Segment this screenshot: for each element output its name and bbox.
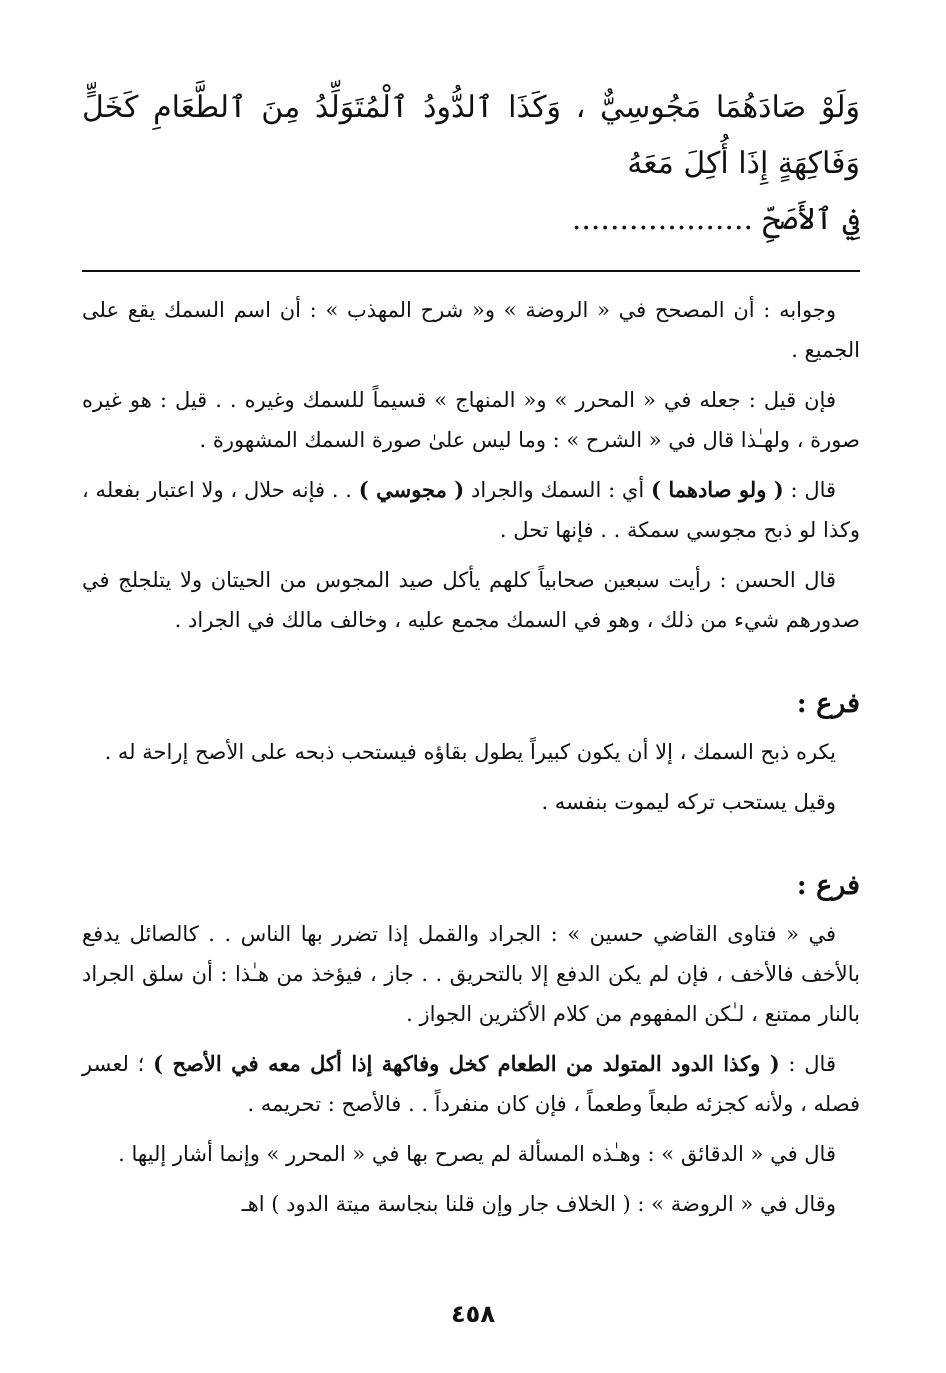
sharh-paragraph-3: [82, 470, 860, 550]
far2-p2-quote: ( وكذا الدود المتولد من الطعام كخل وفاكهة إذا أكل معه في الأصح ): [153, 1051, 780, 1076]
far1-paragraph-2: [82, 782, 860, 822]
sharh-p4-text: قال الحسن : رأيت سبعين صحابياً كلهم يأكل صيد المجوس من الحيتان ولا يتلجلج في صدورهم شيء من ذلك ، وهو في السمك مجمع عليه ، وخالف مالك في الجراد .: [82, 568, 860, 632]
sharh-p3-a: قال :: [783, 478, 837, 502]
far1-p1-text: يكره ذبح السمك ، إلا أن يكون كبيراً يطول بقاؤه فيستحب ذبحه على الأصح إراحة له .: [104, 740, 836, 764]
matn-dots: ...................: [571, 202, 754, 237]
page-body: [82, 80, 860, 1234]
far2-paragraph-4: [82, 1184, 860, 1224]
far2-paragraph-1: [82, 914, 860, 1034]
matn-line-2-text: فِي ٱلأَصَحِّ: [762, 202, 860, 237]
separator-rule: [82, 270, 860, 272]
far-heading-1: فرع :: [796, 688, 860, 719]
far2-p2-c: ؛ لعسر فصله ، ولأنه كجزئه طبعاً وطعماً ، فإن كان منفرداً . . فالأصح : تحريمه .: [82, 1052, 860, 1116]
far2-p4-text: وقال في « الروضة » : ( الخلاف جار وإن قلنا بنجاسة ميتة الدود ) اهـ: [241, 1192, 836, 1216]
far-heading-2: فرع :: [796, 870, 860, 901]
sharh-paragraph-1: [82, 290, 860, 370]
sharh-p2-text: فإن قيل : جعله في « المحرر » و« المنهاج » قسيماً للسمك وغيره . . قيل : هو غيره صورة ، ولهـٰذا قال في « الشرح » : وما ليس علىٰ صورة السمك المشهورة .: [82, 388, 860, 452]
sharh-p3-quote-2: ( مجوسي ): [358, 477, 465, 502]
matn-text: [82, 80, 860, 248]
matn-line-2: [82, 192, 860, 248]
far1-paragraph-1: [82, 732, 860, 772]
far2-paragraph-2: [82, 1044, 860, 1124]
sharh-paragraph-2: [82, 380, 860, 460]
sharh-p3-e: . . فإنه حلال ، ولا اعتبار بفعله ، وكذا لو ذبح مجوسي سمكة . . فإنها تحل .: [82, 478, 860, 542]
far1-p2-text: وقيل يستحب تركه ليموت بنفسه .: [541, 790, 836, 814]
far2-p3-text: قال في « الدقائق » : وهـٰذه المسألة لم يصرح بها في « المحرر » وإنما أشار إليها .: [118, 1142, 836, 1166]
far2-p2-a: قال :: [779, 1052, 836, 1076]
far2-p1-text: في « فتاوى القاضي حسين » : الجراد والقمل إذا تضرر بها الناس . . كالصائل يدفع بالأخف فالأخف ، فإن لم يكن الدفع إلا بالتحريق . . جاز ، فيؤخذ من هـٰذا : أن سلق الجراد بالنار ممتنع ، لـٰكن المفهوم من كلام الأكثرين الجواز .: [82, 922, 860, 1026]
sharh-p1-text: وجوابه : أن المصحح في « الروضة » و« شرح المهذب » : أن اسم السمك يقع على الجميع .: [82, 298, 860, 362]
matn-line-1: وَلَوْ صَادَهُمَا مَجُوسِيٌّ ، وَكَذَا ٱلدُّودُ ٱلْمُتَوَلِّدُ مِنَ ٱلطَّعَامِ كَخَلٍّ وَفَاكِهَةٍ إِذَا أُكِلَ مَعَهُ: [82, 90, 860, 181]
sharh-p3-c: أي : السمك والجراد: [464, 478, 651, 502]
page-number: ٤٥٨: [451, 1300, 495, 1328]
far2-paragraph-3: [82, 1134, 860, 1174]
sharh-p3-quote-1: ( ولو صادهما ): [650, 477, 784, 502]
sharh-paragraph-4: [82, 560, 860, 640]
